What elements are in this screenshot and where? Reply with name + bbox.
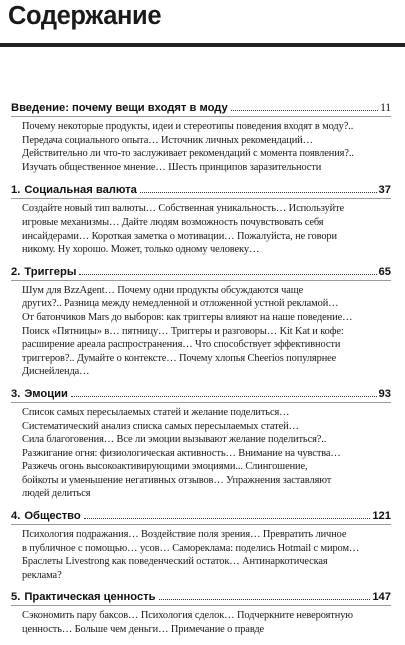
dot-leader — [79, 274, 376, 275]
description-line: в публичное с помощью… усов… Самореклама: поделись Hotmail с миром… — [22, 542, 360, 554]
toc-entry-heading[interactable] — [11, 265, 391, 279]
toc-section-chapter-1 — [11, 183, 391, 256]
description-line: триггеров?.. Думайте о контексте… Почему хлопья Cheerios популярнее — [22, 352, 337, 364]
description-line: Разжечь огонь высокоактивирующими эмоциями... Слингошение, — [22, 461, 308, 473]
toc-section-chapter-5 — [11, 590, 391, 636]
toc-entry-title: Общество — [24, 510, 81, 523]
toc-entry-title: Триггеры — [24, 265, 77, 278]
toc-section-chapter-4 — [11, 509, 391, 582]
description-line: никому. Ну хорошо. Может, только одному человеку… — [22, 244, 260, 256]
section-divider — [11, 280, 391, 281]
description-line: Систематический анализ списка самых пересылаемых статей… — [22, 420, 299, 432]
chapter-number: 2. — [11, 265, 21, 278]
toc-page-number: 93 — [378, 387, 391, 400]
toc-page-number: 11 — [380, 102, 391, 114]
toc-entry-heading[interactable] — [11, 387, 391, 401]
description-line: Шум для BzzAgent… Почему одни продукты обсуждаются чаще — [22, 284, 304, 296]
dot-leader — [71, 396, 377, 397]
toc-entry-description — [11, 528, 391, 582]
toc-page-number: 121 — [372, 510, 391, 523]
section-divider — [11, 116, 391, 117]
description-line: расширение ареала распространения… Что способствует эффективности — [22, 339, 341, 351]
toc-entry-title: Практическая ценность — [24, 591, 156, 604]
toc-section-intro — [11, 101, 391, 174]
section-divider — [11, 524, 391, 525]
toc-section-chapter-2 — [11, 265, 391, 379]
description-line: Изучать общественное мнение… Шесть принципов заразительности — [22, 161, 322, 173]
toc-entry-description — [11, 284, 391, 379]
dot-leader — [159, 599, 371, 600]
toc-entry-description — [11, 120, 391, 174]
toc-section-chapter-3 — [11, 387, 391, 501]
toc-sections — [11, 101, 391, 645]
chapter-number: 1. — [11, 184, 21, 197]
description-line: Создайте новый тип валюты… Собственная уникальность… Используйте — [22, 203, 345, 215]
description-line: других?.. Разница между немедленной и отложенной устной рекламой… — [22, 298, 339, 310]
description-line: Список самых пересылаемых статей и желание поделиться… — [22, 406, 290, 418]
page-title: Содержание — [8, 2, 162, 30]
toc-entry-description — [11, 406, 391, 501]
toc-page-number: 147 — [372, 591, 391, 604]
title-rule — [0, 43, 405, 47]
description-line: Почему некоторые продукты, идеи и стереотипы поведения входят в моду?.. — [22, 121, 354, 132]
description-line: Сила благоговения… Все ли эмоции вызывают желание поделиться?.. — [22, 434, 327, 446]
toc-entry-heading[interactable] — [11, 590, 391, 604]
description-line: инсайдерами… Короткая заметка о мотивации… Пожалуйста, не говори — [22, 230, 337, 242]
description-line: Диснейленда… — [22, 366, 90, 378]
description-line: реклама? — [22, 569, 62, 581]
description-line: людей делиться — [22, 488, 91, 500]
toc-entry-title: Введение: почему вещи входят в моду — [11, 102, 228, 114]
description-line: Психология подражания… Воздействие поля зрения… Превратить личное — [22, 529, 347, 541]
toc-page-number: 37 — [378, 184, 391, 197]
dot-leader — [231, 110, 378, 111]
toc-entry-heading[interactable] — [11, 101, 391, 115]
chapter-number: 5. — [11, 591, 21, 604]
toc-entry-description — [11, 609, 391, 636]
description-line: игровые механизмы… Дайте людям возможность почувствовать себя — [22, 216, 324, 228]
section-divider — [11, 402, 391, 403]
description-line: Сэкономить пару баксов… Психология сделок… Подчеркните невероятную — [22, 610, 353, 622]
description-line: От батончиков Mars до выборов: как триггеры влияют на наше поведение… — [22, 311, 353, 323]
section-divider — [11, 198, 391, 199]
toc-entry-title: Социальная валюта — [24, 184, 137, 197]
description-line: Поиск «Пятницы» в… пятницу… Триггеры и разговоры… Kit Kat и кофе: — [22, 325, 344, 337]
toc-entry-heading[interactable] — [11, 183, 391, 197]
description-line: Разжигание огня: физиологическая активность… Внимание на чувства… — [22, 447, 341, 459]
description-line: Передача социального опыта… Источник личных рекомендаций… — [22, 134, 313, 146]
dot-leader — [140, 192, 377, 193]
description-line: Браслеты Livestrong как поведенческий остаток… Антинаркотическая — [22, 556, 328, 568]
toc-entry-title: Эмоции — [24, 387, 68, 400]
toc-entry-heading[interactable] — [11, 509, 391, 523]
description-line: Действительно ли что-то заслуживает рекомендаций с момента появления?.. — [22, 148, 354, 160]
description-line: ценность… Больше чем деньги… Примечание о правде — [22, 624, 265, 636]
description-line: бойкоты и уменьшение негативных отзывов… Упражнения заставляют — [22, 474, 332, 486]
dot-leader — [84, 518, 371, 519]
section-divider — [11, 605, 391, 606]
chapter-number: 3. — [11, 387, 21, 400]
toc-entry-description — [11, 202, 391, 256]
toc-page-number: 65 — [378, 265, 391, 278]
chapter-number: 4. — [11, 510, 21, 523]
